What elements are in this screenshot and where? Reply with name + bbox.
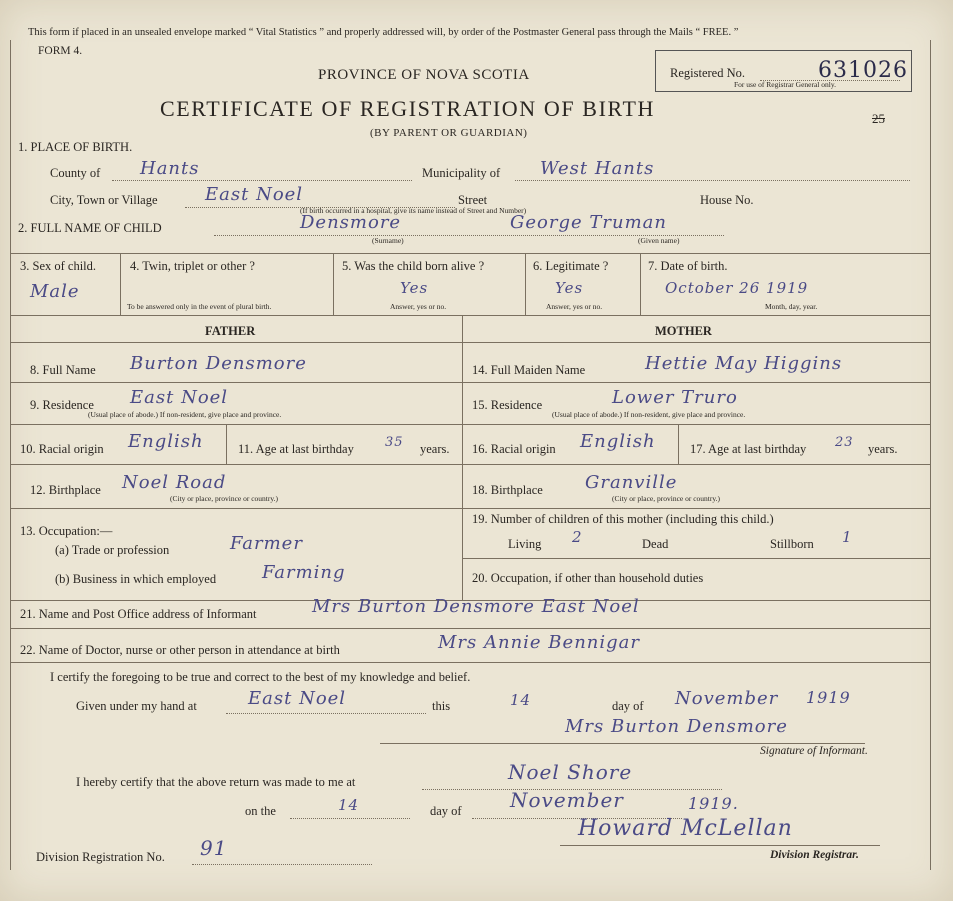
- mother-birthplace-note: (City or place, province or country.): [612, 494, 721, 503]
- occupation-label: 13. Occupation:—: [20, 524, 113, 538]
- dead-label: Dead: [642, 537, 669, 551]
- mother-occupation-label: 20. Occupation, if other than household duties: [472, 571, 704, 585]
- mother-name-label: 14. Full Maiden Name: [472, 363, 586, 377]
- sex-value: Male: [30, 281, 80, 302]
- given-place-value: East Noel: [248, 688, 347, 709]
- row9-line: [10, 424, 462, 425]
- row16-line: [462, 464, 930, 465]
- children-count-label: 19. Number of children of this mother (including this child.): [472, 512, 774, 526]
- day-of-label: day of: [612, 699, 644, 713]
- child-name-label: 2. FULL NAME OF CHILD: [18, 221, 162, 235]
- legitimate-label: 6. Legitimate ?: [533, 259, 609, 273]
- certificate-subtitle: (BY PARENT OR GUARDIAN): [370, 127, 528, 139]
- province-heading: PROVINCE OF NOVA SCOTIA: [318, 67, 530, 83]
- father-name-label: 8. Full Name: [30, 363, 96, 377]
- return-day-value: 14: [338, 796, 360, 814]
- hospital-note: (If birth occurred in a hospital, give its name instead of Street and Number): [300, 206, 527, 215]
- child-surname: Densmore: [300, 212, 402, 233]
- city-label: City, Town or Village: [50, 193, 158, 207]
- registrar-signature-line: [560, 845, 880, 846]
- municipality-value: West Hants: [540, 158, 655, 179]
- mother-years-label: years.: [868, 442, 898, 456]
- father-years-label: years.: [420, 442, 450, 456]
- return-day-of-label: day of: [430, 804, 462, 818]
- alive-value: Yes: [400, 279, 429, 297]
- alive-label: 5. Was the child born alive ?: [342, 259, 485, 273]
- return-statement: I hereby certify that the above return was made to me at: [76, 775, 356, 789]
- left-border: [10, 40, 11, 870]
- grid-bottom-line: [10, 315, 930, 316]
- grid-divider-2: [333, 253, 334, 315]
- street-label: Street: [458, 193, 488, 207]
- father-birthplace-value: Noel Road: [122, 472, 227, 493]
- doctor-value: Mrs Annie Bennigar: [438, 632, 640, 653]
- informant-label: 21. Name and Post Office address of Informant: [20, 607, 257, 621]
- county-value: Hants: [140, 158, 200, 179]
- given-place-line: [226, 713, 426, 714]
- row12-line: [10, 508, 462, 509]
- certificate-title: CERTIFICATE OF REGISTRATION OF BIRTH: [160, 96, 655, 121]
- twin-note: To be answered only in the event of plural birth.: [127, 302, 272, 311]
- heading-underline: [10, 342, 930, 343]
- doctor-label: 22. Name of Doctor, nurse or other person in attendance at birth: [20, 643, 340, 657]
- row15-line: [462, 424, 930, 425]
- given-name-note: (Given name): [638, 236, 680, 245]
- return-day-line: [290, 818, 410, 819]
- racial-age-divider-mother: [678, 424, 679, 464]
- mother-heading: MOTHER: [655, 324, 712, 338]
- informant-value: Mrs Burton Densmore East Noel: [312, 596, 640, 617]
- business-value: Farming: [262, 562, 346, 583]
- stillborn-label: Stillborn: [770, 537, 814, 551]
- date-of-birth-value: October 26 1919: [665, 279, 809, 297]
- mother-age-value: 23: [835, 435, 854, 450]
- given-year-value: 1919: [806, 688, 851, 707]
- child-given-name: George Truman: [510, 212, 667, 233]
- stillborn-value: 1: [842, 528, 853, 546]
- father-racial-label: 10. Racial origin: [20, 442, 104, 456]
- division-registration-line: [192, 864, 372, 865]
- father-birthplace-note: (City or place, province or country.): [170, 494, 279, 503]
- mailing-notice: This form if placed in an unsealed envelope marked “ Vital Statistics ” and properly addressed will, by order of the Postmaster General pass through the Mails “ FREE. ”: [28, 27, 739, 38]
- on-the-label: on the: [245, 804, 276, 818]
- municipality-label: Municipality of: [422, 166, 501, 180]
- registered-number: 631026: [818, 58, 908, 83]
- alive-note: Answer, yes or no.: [390, 302, 447, 311]
- corner-number: 25: [872, 111, 885, 126]
- row10-line: [10, 464, 462, 465]
- grid-top-line: [10, 253, 930, 254]
- mother-age-label: 17. Age at last birthday: [690, 442, 807, 456]
- mother-birthplace-label: 18. Birthplace: [472, 483, 543, 497]
- row8-line: [10, 382, 462, 383]
- row14-line: [462, 382, 930, 383]
- row19-line: [462, 558, 930, 559]
- father-residence-value: East Noel: [130, 387, 229, 408]
- mother-racial-value: English: [580, 431, 656, 452]
- row18-line: [462, 508, 930, 509]
- father-age-value: 35: [385, 435, 404, 450]
- date-of-birth-label: 7. Date of birth.: [648, 259, 728, 273]
- father-age-label: 11. Age at last birthday: [238, 442, 354, 456]
- house-label: House No.: [700, 193, 754, 207]
- legitimate-value: Yes: [555, 279, 584, 297]
- form-number: FORM 4.: [38, 45, 83, 57]
- sex-label: 3. Sex of child.: [20, 259, 97, 273]
- registered-label: Registered No.: [670, 66, 745, 80]
- return-year-value: 1919.: [688, 794, 739, 813]
- municipality-line: [515, 180, 910, 181]
- division-registrar-label: Division Registrar.: [770, 849, 859, 861]
- mother-name-value: Hettie May Higgins: [645, 353, 843, 374]
- grid-divider-3: [525, 253, 526, 315]
- mother-residence-value: Lower Truro: [612, 387, 738, 408]
- father-birthplace-label: 12. Birthplace: [30, 483, 101, 497]
- grid-divider-4: [640, 253, 641, 315]
- twin-label: 4. Twin, triplet or other ?: [130, 259, 255, 273]
- father-heading: FATHER: [205, 324, 256, 338]
- city-value: East Noel: [205, 184, 304, 205]
- father-residence-label: 9. Residence: [30, 398, 94, 412]
- division-registration-label: Division Registration No.: [36, 850, 165, 864]
- date-of-birth-note: Month, day, year.: [765, 302, 818, 311]
- mother-racial-label: 16. Racial origin: [472, 442, 556, 456]
- place-of-birth-heading: 1. PLACE OF BIRTH.: [18, 140, 133, 154]
- father-name-value: Burton Densmore: [130, 353, 307, 374]
- county-line: [112, 180, 412, 181]
- return-place-value: Noel Shore: [508, 760, 633, 784]
- mother-birthplace-value: Granville: [585, 472, 678, 493]
- grid-divider-1: [120, 253, 121, 315]
- living-label: Living: [508, 537, 542, 551]
- trade-label: (a) Trade or profession: [55, 543, 170, 557]
- given-month-value: November: [675, 688, 779, 709]
- informant-signature-line: [380, 743, 865, 744]
- return-month-value: November: [510, 788, 624, 812]
- registrar-signature: Howard McLellan: [578, 816, 793, 841]
- trade-value: Farmer: [230, 533, 303, 554]
- father-residence-note: (Usual place of abode.) If non-resident, give place and province.: [88, 410, 282, 419]
- this-label: this: [432, 699, 451, 713]
- certify-statement: I certify the foregoing to be true and correct to the best of my knowledge and belief.: [50, 670, 471, 684]
- registrar-use-note: For use of Registrar General only.: [734, 80, 836, 89]
- county-label: County of: [50, 166, 101, 180]
- mother-residence-label: 15. Residence: [472, 398, 543, 412]
- right-border: [930, 40, 931, 870]
- informant-signature: Mrs Burton Densmore: [565, 716, 788, 737]
- given-under-hand-label: Given under my hand at: [76, 699, 197, 713]
- surname-note: (Surname): [372, 236, 404, 245]
- living-value: 2: [572, 528, 583, 546]
- racial-age-divider-father: [226, 424, 227, 464]
- business-label: (b) Business in which employed: [55, 572, 217, 586]
- section-line-cert: [10, 662, 930, 663]
- signature-of-informant-label: Signature of Informant.: [760, 745, 868, 757]
- given-day-value: 14: [510, 691, 532, 709]
- mother-residence-note: (Usual place of abode.) If non-resident, give place and province.: [552, 410, 746, 419]
- father-racial-value: English: [128, 431, 204, 452]
- division-registration-value: 91: [200, 836, 228, 860]
- legitimate-note: Answer, yes or no.: [546, 302, 603, 311]
- section-line-22: [10, 628, 930, 629]
